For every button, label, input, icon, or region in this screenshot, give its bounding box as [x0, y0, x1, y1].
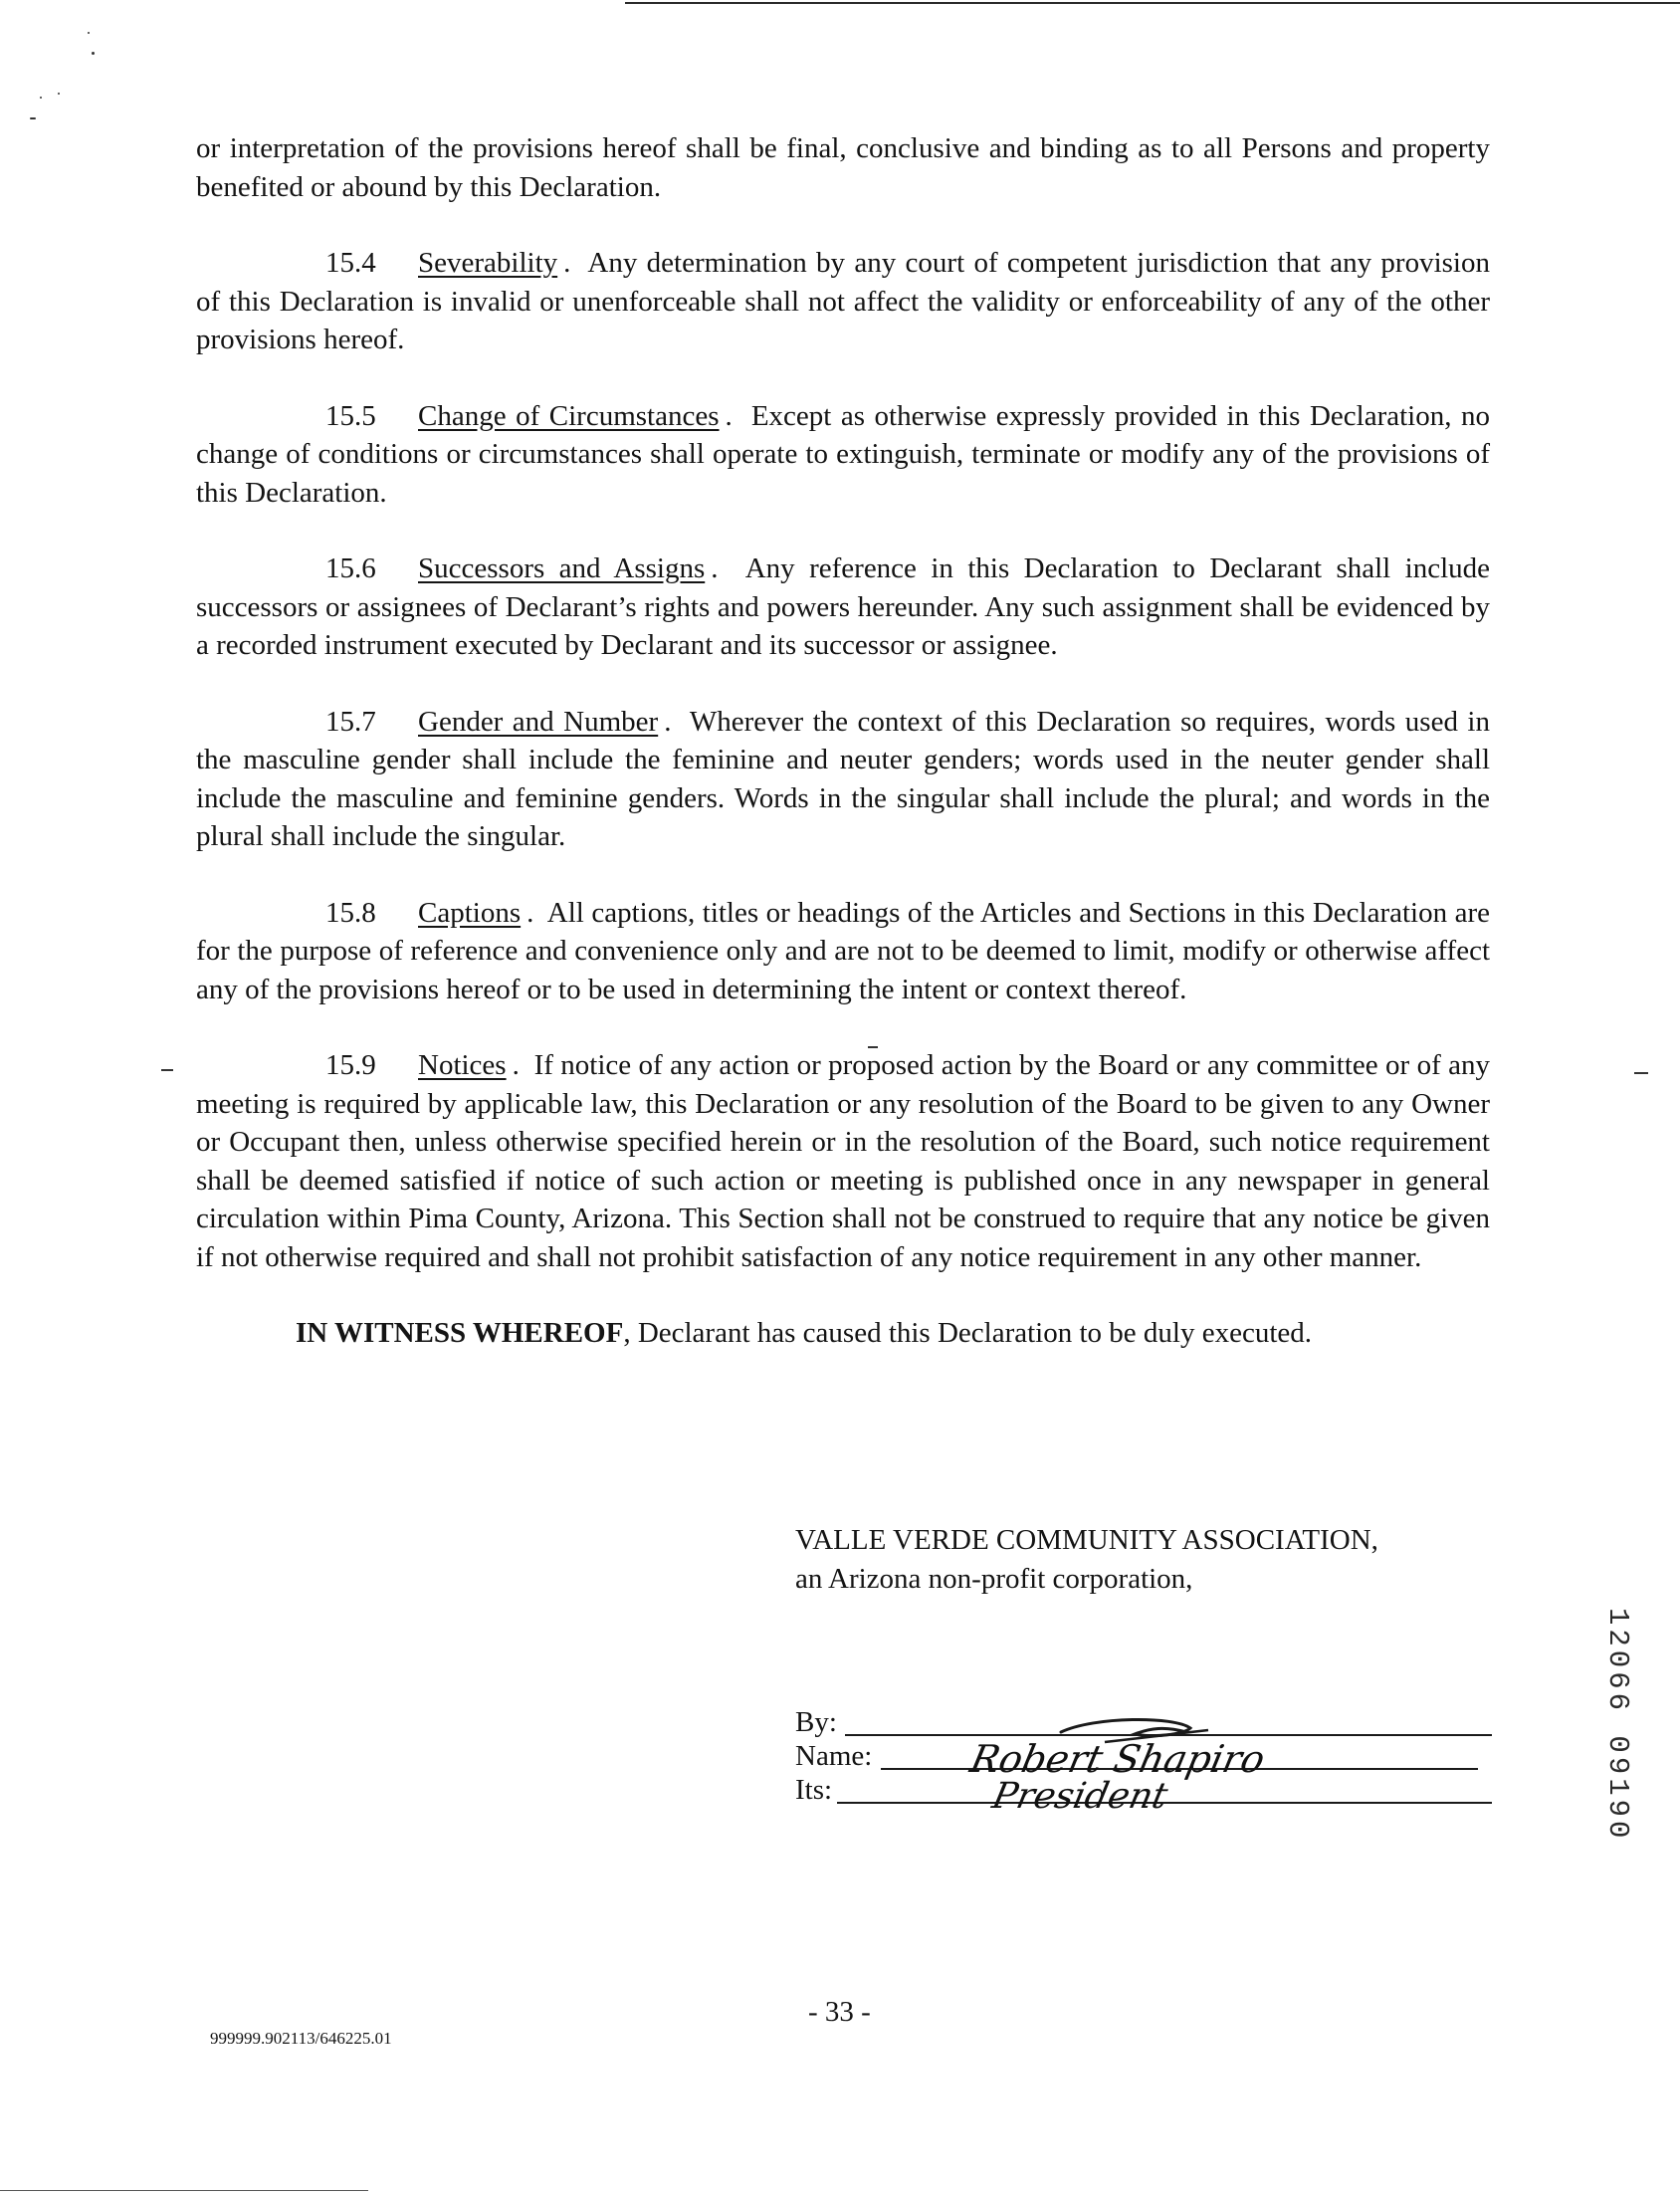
top-scan-border — [625, 2, 1680, 4]
section-number: 15.7 — [325, 705, 376, 738]
witness-text: , Declarant has caused this Declaration to be duly executed. — [623, 1317, 1313, 1349]
continuation-paragraph: or interpretation of the provisions hereof shall be final, conclusive and binding as to all Persons and property benefited or abound by this Declaration. — [196, 132, 1490, 203]
document-id: 999999.902113/646225.01 — [210, 2029, 392, 2048]
section-heading: Successors and Assigns — [418, 552, 706, 584]
section-text: If notice of any action or proposed action by the Board or any committee or of any meeting is required by applicable law, this Declaration or any resolution of the Board to be given to any Owner or Occupant then, unless otherwise specified herein or in the resolution of the Board, such notice requirement shall be deemed satisfied if notice of such action or meeting is published once in any newspaper in general circulation within Pima County, Arizona. This Section shall not be construed to require that any notice be given if not otherwise required and shall not prohibit satisfaction of any notice requirement in any other manner. — [196, 1049, 1490, 1273]
section-15-5: 15.5 Change of Circumstances . Except as otherwise expressly provided in this Declaration, no change of conditions or circumstances shall operate to extinguish, terminate or modify any of the provisions of this Declaration. — [196, 397, 1490, 513]
section-text: All captions, titles or headings of the Articles and Sections in this Declaration are for the purpose of reference and convenience only and are not to be deemed to limit, modify or otherwise affect any of the provisions hereof or to be used in determining the intent or context thereof. — [196, 896, 1491, 1005]
section-text: Except as otherwise expressly provided in this Declaration, no change of conditions or circumstances shall operate to extinguish, terminate or modify any of the provisions of this Declaration. — [196, 399, 1490, 509]
section-15-7: 15.7 Gender and Number . Wherever the context of this Declaration so requires, words used in the masculine gender shall include the feminine and neuter genders; words used in the neuter gender shall include the masculine and feminine genders. Words in the singular shall include the plural; and words in the plural shall include the singular. — [196, 703, 1490, 856]
section-heading: Captions — [418, 896, 522, 929]
handwritten-title: President — [988, 1774, 1172, 1817]
declaration-body — [196, 129, 1490, 1391]
scan-speck — [30, 117, 36, 119]
page-number: - 33 - — [808, 1996, 871, 2028]
section-heading: Change of Circumstances — [418, 399, 720, 432]
section-heading: Gender and Number — [418, 705, 659, 738]
section-text: Any determination by any court of competent jurisdiction that any provision of this Declaration is invalid or unenforceable shall not affect the validity or enforceability of any of the other provisions hereof. — [196, 247, 1490, 355]
section-15-6: 15.6 Successors and Assigns . Any reference in this Declaration to Declarant shall include successors or assignees of Declarant’s rights and powers hereunder. Any such assignment shall be evidenced by a recorded instrument executed by Declarant and its successor or assignee. — [196, 549, 1490, 665]
section-number: 15.6 — [325, 552, 376, 584]
section-15-8: 15.8 Captions . All captions, titles or headings of the Articles and Sections in this Declaration are for the purpose of reference and convenience only and are not to be deemed to limit, modify or otherwise affect any of the provisions hereof or to be used in determining the intent or context thereof. — [196, 894, 1490, 1009]
section-heading: Notices — [418, 1049, 507, 1081]
witness-lead: IN WITNESS WHEREOF — [296, 1317, 624, 1349]
margin-recording-number: 12066 09190 — [1601, 1608, 1634, 1843]
handwritten-name: Robert Shapiro — [965, 1737, 1269, 1782]
signatory-entity-block — [795, 1521, 1512, 1598]
scan-speck — [58, 93, 60, 95]
witness-clause — [196, 1314, 1490, 1353]
scan-speck — [88, 32, 90, 34]
name-label: Name: — [795, 1740, 873, 1772]
scan-speck — [40, 97, 42, 99]
section-15-4: 15.4 Severability . Any determination by any court of competent jurisdiction that any provision of this Declaration is invalid or unenforceable shall not affect the validity or enforceability of any of the other provisions hereof. — [196, 244, 1490, 359]
section-text: Any reference in this Declaration to Declarant shall include successors or assignees of Declarant’s rights and powers hereunder. Any such assignment shall be evidenced by a recorded instrument executed by Declarant and its successor or assignee. — [196, 552, 1490, 661]
section-number: 15.9 — [325, 1049, 376, 1081]
scan-mark — [161, 1069, 173, 1071]
scan-speck — [92, 52, 95, 55]
section-number: 15.8 — [325, 896, 376, 929]
section-number: 15.4 — [325, 247, 376, 279]
section-text: Wherever the context of this Declaration so requires, words used in the masculine gender shall include the feminine and neuter genders; words used in the neuter gender shall include the masculine and feminine genders. Words in the singular shall include the plural; and words in the plural shall include the singular. — [196, 705, 1490, 852]
entity-name: VALLE VERDE COMMUNITY ASSOCIATION, — [795, 1524, 1378, 1556]
bottom-scan-border — [0, 2190, 368, 2191]
entity-type: an Arizona non-profit corporation, — [795, 1562, 1193, 1595]
scan-mark — [1634, 1072, 1648, 1074]
by-label: By: — [795, 1706, 837, 1738]
section-heading: Severability — [418, 247, 558, 279]
handwritten-signature — [955, 1692, 1373, 1842]
its-label: Its: — [795, 1774, 833, 1806]
section-number: 15.5 — [325, 399, 376, 432]
section-15-9: 15.9 Notices . If notice of any action or proposed action by the Board or any committee or of any meeting is required by applicable law, this Declaration or any resolution of the Board to be given to any Owner or Occupant then, unless otherwise specified herein or in the resolution of the Board, such notice requirement shall be deemed satisfied if notice of such action or meeting is published once in any newspaper in general circulation within Pima County, Arizona. This Section shall not be construed to require that any notice be given if not otherwise required and shall not prohibit satisfaction of any notice requirement in any other manner. — [196, 1046, 1490, 1276]
